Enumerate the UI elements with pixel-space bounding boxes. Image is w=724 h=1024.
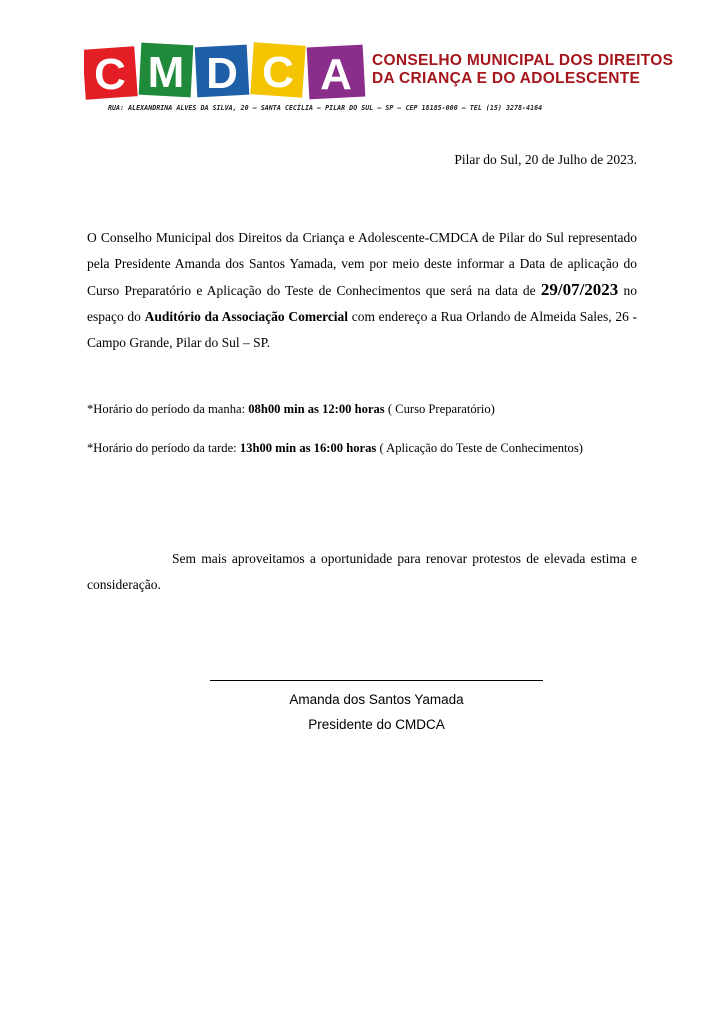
letter-date: Pilar do Sul, 20 de Julho de 2023. (454, 152, 637, 167)
svg-text:M: M (147, 48, 185, 97)
organization-title (372, 52, 672, 88)
body-text-part3: com endereço a Rua Orlando de Almeida Sales, 26 - Campo Grande, Pilar do Sul – SP. (87, 309, 638, 350)
body-text-part2: no espaço do (87, 283, 637, 324)
venue-name: Auditório da Associação Comercial (144, 309, 349, 324)
svg-text:C: C (262, 48, 294, 97)
schedule-note: ( Curso Preparatório) (387, 402, 495, 416)
schedule-afternoon (87, 441, 583, 456)
letter-body-paragraph (87, 225, 637, 356)
signatory-role: Presidente do CMDCA (308, 717, 445, 732)
schedule-time: 08h00 min as 12:00 horas (248, 402, 385, 416)
svg-text:D: D (206, 49, 238, 98)
organization-title-line2: DA CRIANÇA E DO ADOLESCENTE (372, 70, 641, 87)
organization-title-line1: CONSELHO MUNICIPAL DOS DIREITOS (372, 52, 674, 69)
svg-text:A: A (320, 50, 352, 99)
cmdca-logo (84, 42, 366, 100)
schedule-label: *Horário do período da manha: (87, 402, 246, 416)
closing-paragraph (87, 546, 637, 598)
schedule-note: ( Aplicação do Teste de Conhecimentos) (379, 441, 583, 455)
signatory-name: Amanda dos Santos Yamada (289, 692, 464, 707)
organization-address: RUA: ALEXANDRINA ALVES DA SILVA, 20 – SANTA CECÍLIA – PILAR DO SUL – SP – CEP 18185-000 – TEL (15) 3278-4164 (108, 104, 543, 112)
signature-line (210, 680, 543, 681)
svg-text:C: C (94, 50, 126, 99)
schedule-morning (87, 402, 495, 417)
schedule-label: *Horário do período da tarde: (87, 441, 237, 455)
body-text-part1: O Conselho Municipal dos Direitos da Criança e Adolescente-CMDCA de Pilar do Sul representado pela Presidente Amanda dos Santos Yamada, vem por meio deste informar a Data de aplicação do Curso Preparatório e Aplicação do Teste de Conhecimentos que será na data de (87, 230, 637, 298)
schedule-time: 13h00 min as 16:00 horas (239, 441, 377, 455)
event-date: 29/07/2023 (540, 280, 619, 299)
closing-text: Sem mais aproveitamos a oportunidade para renovar protestos de elevada estima e consideração. (87, 551, 637, 592)
